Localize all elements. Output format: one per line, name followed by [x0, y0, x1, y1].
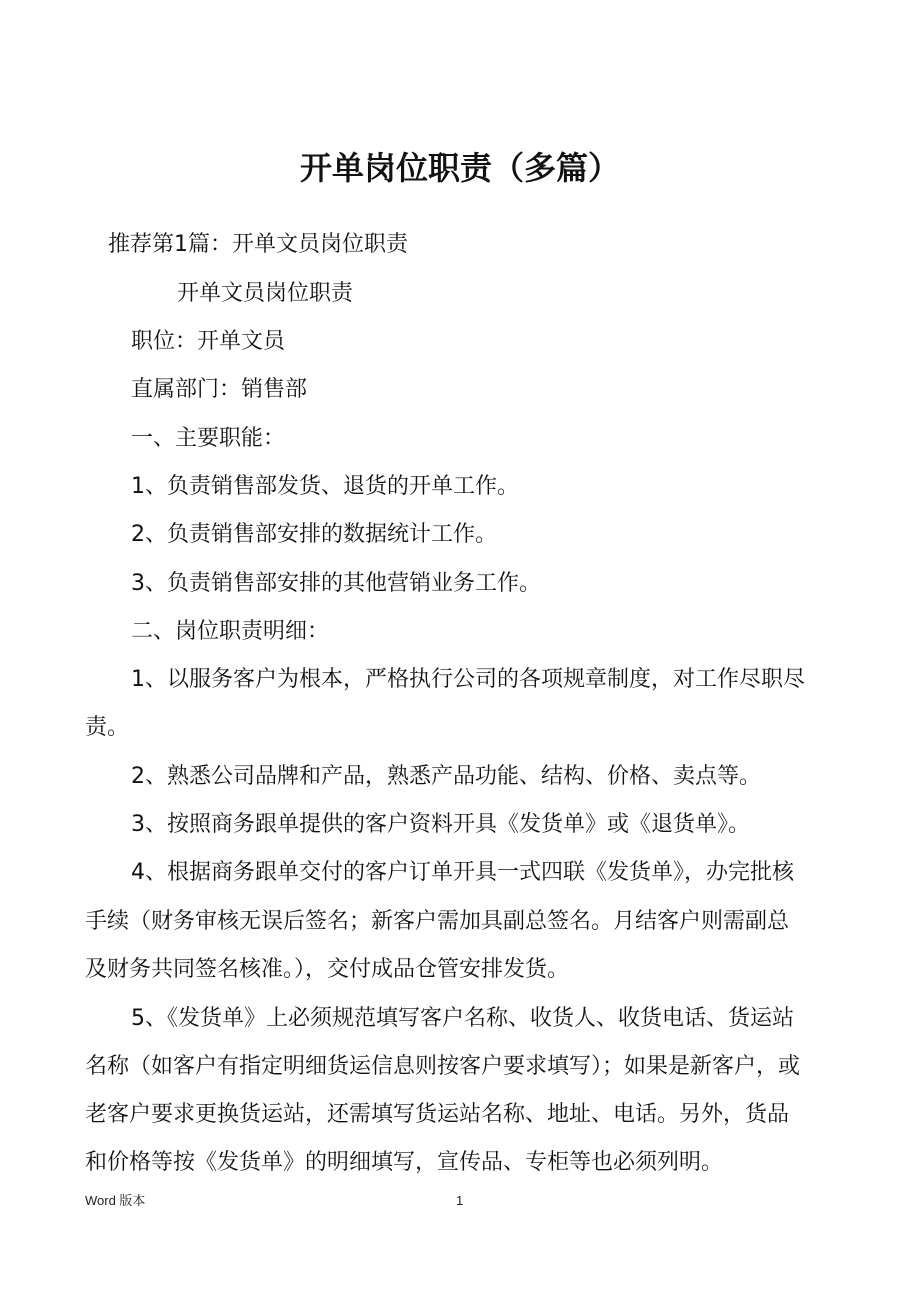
document-title: 开单岗位职责（多篇）: [299, 149, 620, 187]
paragraph-line: 3、按照商务跟单提供的客户资料开具《发货单》或《退货单》。: [131, 812, 750, 837]
paragraph-line: 和价格等按《发货单》的明细填写，宣传品、专柜等也必须列明。: [85, 1150, 724, 1175]
paragraph-line: 责。: [85, 715, 130, 740]
paragraph-line: 5、《发货单》上必须规范填写客户名称、收货人、收货电话、货运站: [131, 1006, 794, 1031]
paragraph-line: 4、根据商务跟单交付的客户订单开具一式四联《发货单》，办完批核: [131, 860, 794, 885]
paragraph-line: 直属部门：销售部: [131, 377, 308, 402]
footer-version-label: Word 版本: [85, 1193, 146, 1208]
paragraph-line: 3、负责销售部安排的其他营销业务工作。: [131, 571, 541, 596]
paragraph-line: 名称（如客户有指定明细货运信息则按客户要求填写）；如果是新客户，或: [85, 1054, 801, 1079]
paragraph-line: 及财务共同签名核准。），交付成品仓管安排发货。: [85, 957, 570, 982]
paragraph-line: 二、岗位职责明细：: [131, 619, 330, 644]
paragraph-line: 手续（财务审核无误后签名；新客户需加具副总签名。月结客户则需副总: [85, 909, 790, 934]
paragraph-line: 职位：开单文员: [131, 329, 286, 354]
paragraph-line: 2、负责销售部安排的数据统计工作。: [131, 522, 497, 547]
section-heading: 推荐第1篇：开单文员岗位职责: [108, 232, 408, 257]
paragraph-line: 老客户要求更换货运站，还需填写货运站名称、地址、电话。另外，货品: [85, 1102, 790, 1127]
paragraph-line: 2、熟悉公司品牌和产品，熟悉产品功能、结构、价格、卖点等。: [131, 764, 761, 789]
footer-page-number: 1: [456, 1193, 464, 1208]
paragraph-line: 1、以服务客户为根本，严格执行公司的各项规章制度，对工作尽职尽: [131, 667, 805, 692]
paragraph-line: 一、主要职能：: [131, 426, 286, 451]
subheading: 开单文员岗位职责: [177, 281, 354, 306]
paragraph-line: 1、负责销售部发货、退货的开单工作。: [131, 474, 519, 499]
